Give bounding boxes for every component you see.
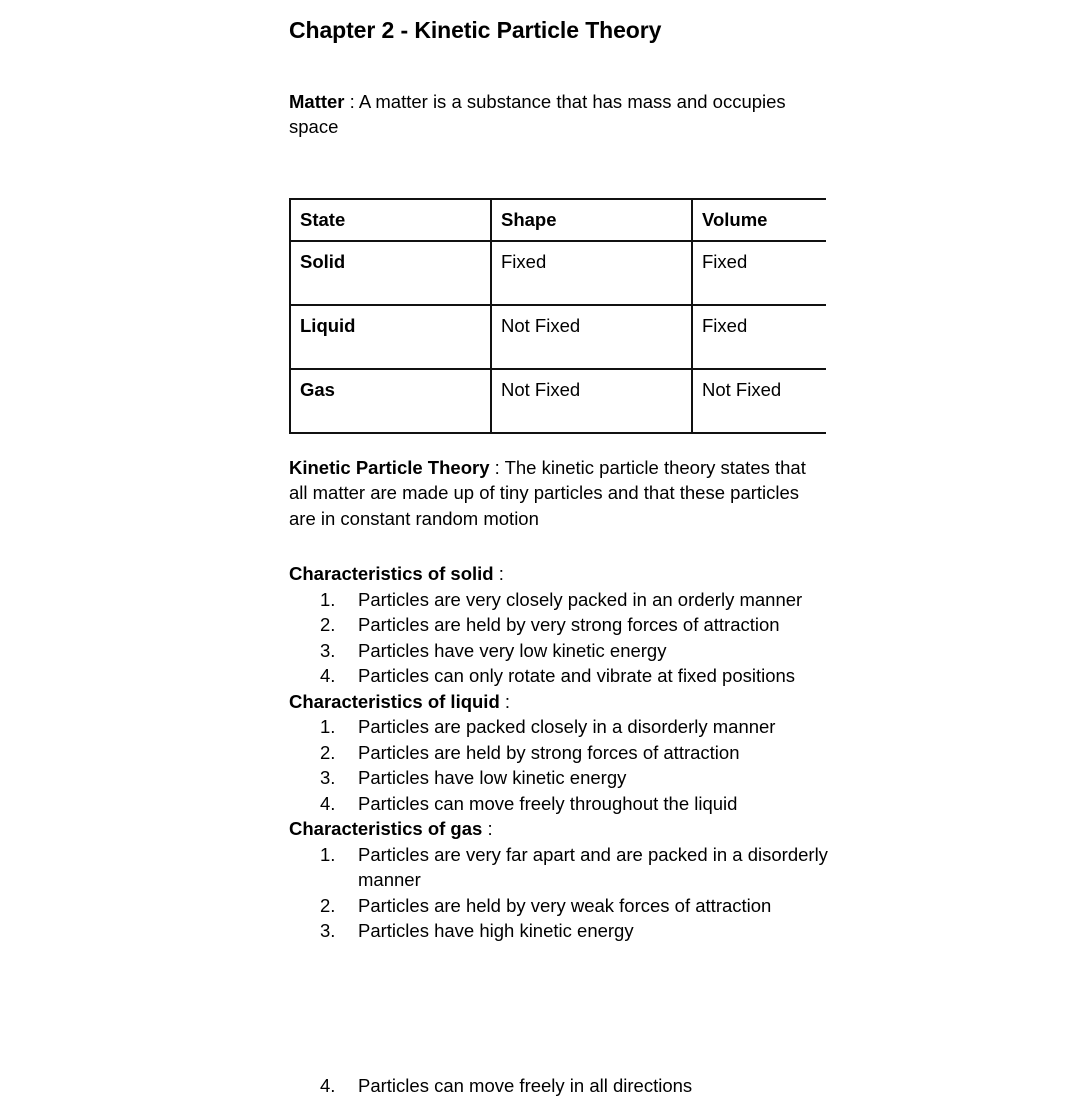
cell-shape: Fixed [491, 241, 692, 305]
list-item-text: Particles are held by very strong forces of attraction [358, 614, 780, 636]
list-item-text: Particles are very far apart and are packed in a disorderly manner [358, 843, 828, 891]
list-item-number: 2. [320, 741, 336, 763]
list-item-text: Particles are held by very weak forces of attraction [358, 894, 772, 916]
list-item-number: 1. [320, 843, 336, 865]
list-item-number: 3. [320, 767, 336, 789]
solid-heading-text: Characteristics of solid [289, 563, 494, 585]
matter-text: A matter is a substance that has mass and occupies space [289, 90, 786, 138]
list-item-number: 1. [320, 716, 336, 738]
page-title: Chapter 2 - Kinetic Particle Theory [289, 17, 662, 43]
list-item [289, 791, 829, 817]
list-item [289, 587, 829, 613]
list-item-number: 3. [320, 639, 336, 661]
list-item-text: Particles are held by strong forces of attraction [358, 741, 740, 763]
kpt-term: Kinetic Particle Theory [289, 456, 490, 478]
list-item [289, 612, 829, 638]
list-item-text: Particles can only rotate and vibrate at fixed positions [358, 665, 796, 687]
cell-volume: Fixed [692, 241, 826, 305]
states-of-matter-table [289, 198, 826, 434]
kpt-text: The kinetic particle theory states that all matter are made up of tiny particles and that these particles are in constant random motion [289, 456, 806, 529]
matter-separator: : [344, 90, 359, 112]
cell-volume: Not Fixed [692, 369, 826, 433]
list-item-text: Particles have very low kinetic energy [358, 639, 667, 661]
document-content [289, 0, 829, 944]
list-item-number: 4. [320, 1075, 336, 1096]
list-item-number: 2. [320, 614, 336, 636]
list-item-text: Particles have low kinetic energy [358, 767, 627, 789]
table-row [290, 241, 826, 305]
liquid-heading-colon: : [499, 690, 511, 712]
cell-shape: Not Fixed [491, 369, 692, 433]
cell-state: Solid [290, 241, 491, 305]
list-item [289, 663, 829, 689]
clipped-list-item [289, 1073, 829, 1096]
list-item-number: 4. [320, 792, 336, 814]
matter-definition [289, 45, 829, 140]
list-item [289, 842, 829, 893]
solid-heading-colon: : [493, 563, 504, 585]
list-item-text: Particles are packed closely in a disorderly manner [358, 716, 776, 738]
table-row [290, 369, 826, 433]
gas-heading-text: Characteristics of gas [289, 818, 483, 840]
list-item-number: 2. [320, 894, 336, 916]
kinetic-particle-theory-definition [289, 455, 829, 532]
section-heading-gas [289, 816, 829, 842]
kpt-separator: : [489, 456, 505, 478]
cell-shape: Not Fixed [491, 305, 692, 369]
gas-characteristics-list [289, 842, 829, 944]
list-item [289, 714, 829, 740]
list-item-text: Particles can move freely throughout the liquid [358, 792, 738, 814]
cell-volume: Fixed [692, 305, 826, 369]
table-header-row [290, 199, 826, 241]
list-item [289, 918, 829, 944]
section-heading-liquid [289, 689, 829, 715]
list-item-number: 4. [320, 665, 336, 687]
list-item-text: Particles are very closely packed in an orderly manner [358, 588, 803, 610]
table-row [290, 305, 826, 369]
cell-state: Gas [290, 369, 491, 433]
list-item-number: 3. [320, 920, 336, 942]
column-header-volume: Volume [692, 199, 826, 241]
liquid-heading-text: Characteristics of liquid [289, 690, 500, 712]
column-header-shape: Shape [491, 199, 692, 241]
list-item [289, 740, 829, 766]
liquid-characteristics-list [289, 714, 829, 816]
list-item-text: Particles have high kinetic energy [358, 920, 634, 942]
list-item [289, 638, 829, 664]
column-header-state: State [290, 199, 491, 241]
gas-heading-colon: : [482, 818, 493, 840]
list-item-text: Particles can move freely in all directions [358, 1075, 693, 1096]
solid-characteristics-list [289, 587, 829, 689]
list-item-number: 1. [320, 588, 336, 610]
cell-state: Liquid [290, 305, 491, 369]
section-heading-solid [289, 561, 829, 587]
list-item [289, 765, 829, 791]
list-item [289, 893, 829, 919]
matter-term: Matter [289, 90, 345, 112]
